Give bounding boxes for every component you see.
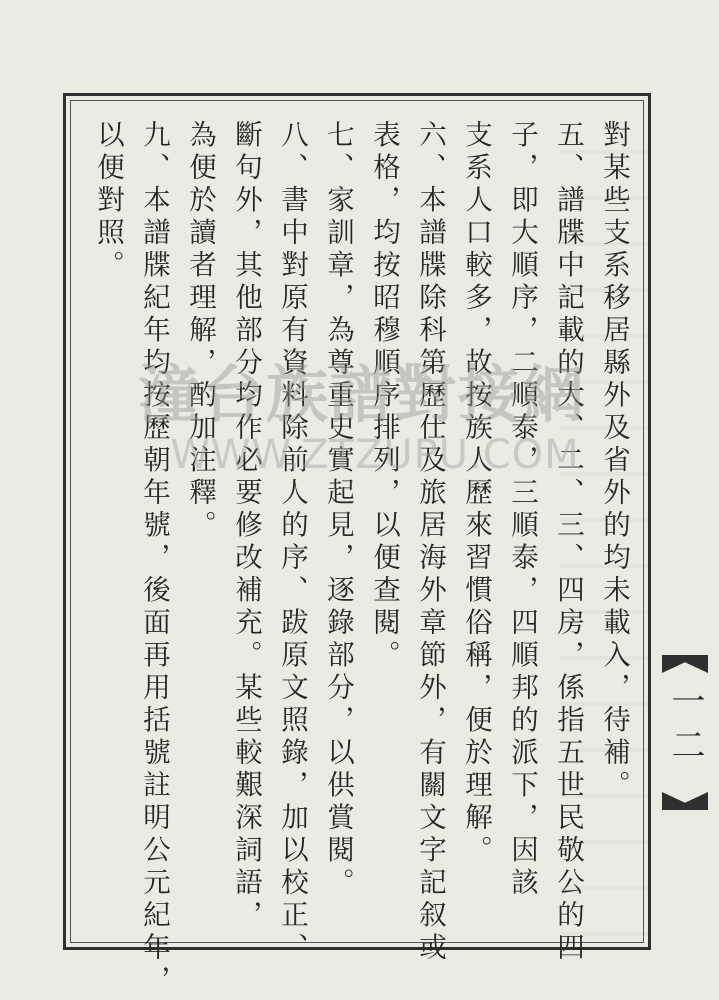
page-number: 一二: [665, 683, 705, 771]
vertical-text-body: [88, 120, 633, 998]
tab-top-ornament: [662, 655, 708, 673]
text-column: 六、本譜牒除科第歷仕及旅居海外章節外，有關文字記叙或: [414, 120, 446, 965]
watermark-text: 潼台族譜對接網: [137, 358, 586, 431]
text-column: 五、譜牒中記載的大、二、三、四房，係指五世民敬公的四: [552, 120, 584, 965]
text-column: 以便對照。: [92, 120, 124, 283]
text-column: 七、家訓章，為尊重史實起見，逐錄部分，以供賞閱。: [322, 120, 354, 900]
page-number-tab: [662, 655, 708, 810]
text-column: 為便於讀者理解，酌加注釋。: [184, 120, 216, 543]
text-column: 表格，均按昭穆順序排列，以便查閱。: [368, 120, 400, 673]
text-column: 子，即大順序，二順泰，三順泰，四順邦的派下，因該: [506, 120, 538, 900]
text-column: 斷句外，其他部分均作必要修改補充。某些較艱深詞語，: [230, 120, 262, 933]
text-column: 八、書中對原有資料除前人的序、跋原文照錄，加以校正、: [276, 120, 308, 965]
tab-bottom-ornament: [662, 792, 708, 810]
text-column: 九、本譜牒紀年均按歷朝年號，後面再用括號註明公元紀年，: [138, 120, 170, 998]
watermark-url: WWW.ZTZUPU.COM: [170, 432, 580, 478]
text-column: 支系人口較多，故按族人歷來習慣俗稱，便於理解。: [460, 120, 492, 868]
text-column: 對某些支系移居縣外及省外的均未載入，待補。: [598, 120, 630, 803]
